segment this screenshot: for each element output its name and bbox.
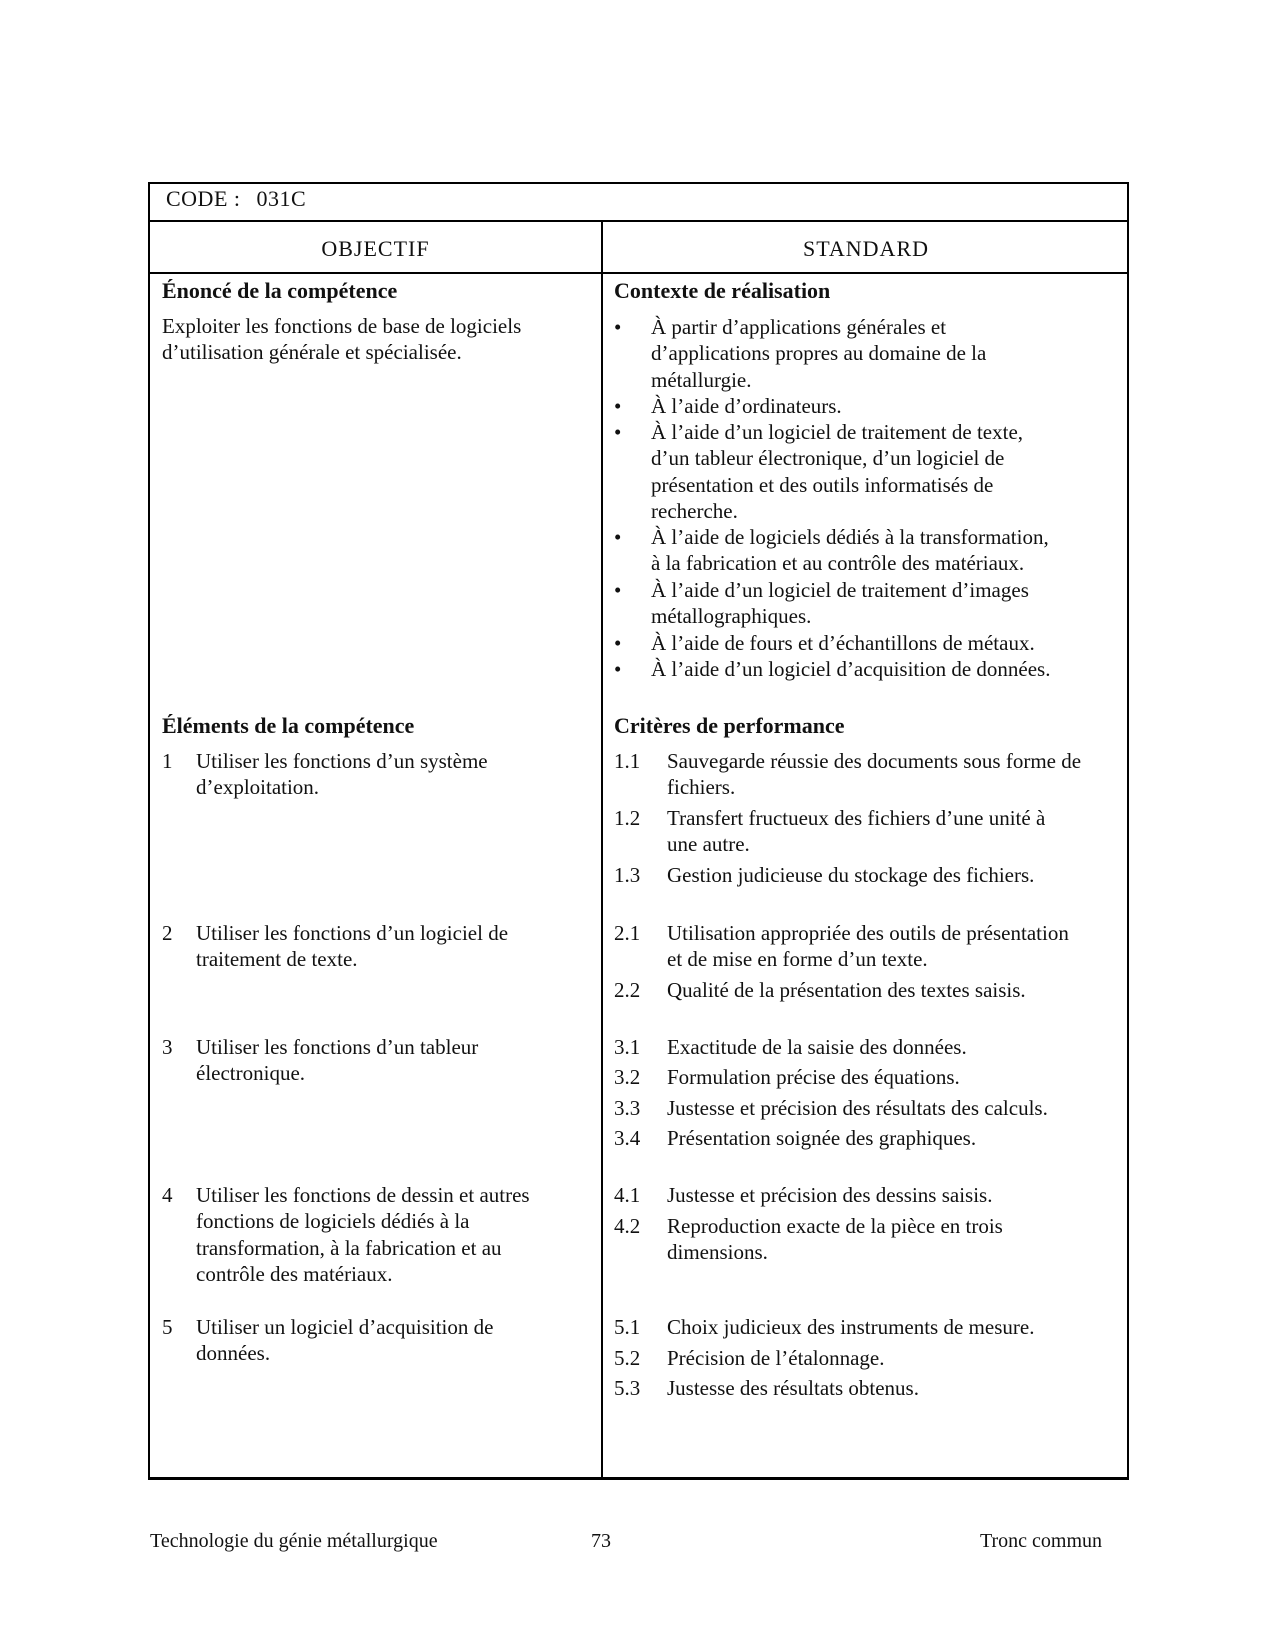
bullet-line: à la fabrication et au contrôle des matériaux.	[651, 551, 1025, 576]
enonce-text	[162, 313, 521, 366]
critere-line: et de mise en forme d’un texte.	[667, 947, 928, 972]
critere-line: Transfert fructueux des fichiers d’une unité à	[667, 806, 1046, 830]
critere-line: Formulation précise des équations.	[667, 1065, 960, 1089]
bullet-icon: •	[614, 657, 622, 681]
footer-page-number: 73	[591, 1530, 611, 1552]
critere-line: Justesse et précision des dessins saisis.	[667, 1183, 993, 1207]
bullet-icon: •	[614, 631, 622, 655]
element-line: Utiliser les fonctions de dessin et autres	[196, 1183, 530, 1207]
critere-number: 5.2	[614, 1346, 641, 1370]
critere-line: Gestion judicieuse du stockage des fichiers.	[667, 863, 1035, 887]
critere-number: 1.3	[614, 863, 641, 887]
critere-number: 3.2	[614, 1065, 641, 1089]
bullet-line: recherche.	[651, 498, 738, 523]
column-header-objectif: OBJECTIF	[321, 236, 430, 261]
bullet-line: d’un tableur électronique, d’un logiciel de	[651, 446, 1005, 471]
elements-title: Éléments de la compétence	[162, 713, 415, 738]
element-number: 4	[162, 1183, 173, 1207]
critere-line: Justesse des résultats obtenus.	[667, 1376, 919, 1400]
bullet-line: d’applications propres au domaine de la	[651, 341, 987, 366]
element-number: 5	[162, 1315, 173, 1339]
critere-number: 2.2	[614, 978, 641, 1002]
critere-number: 4.1	[614, 1183, 641, 1207]
element-number: 3	[162, 1035, 173, 1059]
critere-line: Utilisation appropriée des outils de présentation	[667, 921, 1069, 945]
bullet-line: métallurgie.	[651, 367, 752, 392]
element-line: Utiliser les fonctions d’un tableur	[196, 1035, 479, 1059]
critere-line: Exactitude de la saisie des données.	[667, 1035, 967, 1059]
critere-line: Précision de l’étalonnage.	[667, 1346, 885, 1370]
bullet-line: présentation et des outils informatisés de	[651, 472, 994, 497]
critere-line: une autre.	[667, 832, 750, 857]
bullet-line: À l’aide d’un logiciel de traitement de texte,	[651, 420, 1024, 444]
bullet-line: À l’aide de fours et d’échantillons de métaux.	[651, 631, 1035, 655]
critere-line: Justesse et précision des résultats des calculs.	[667, 1096, 1048, 1120]
bullet-line: À l’aide d’un logiciel de traitement d’images	[651, 578, 1029, 602]
footer-program-title: Technologie du génie métallurgique	[150, 1530, 438, 1552]
bullet-line: métallographiques.	[651, 604, 812, 629]
bullet-icon: •	[614, 420, 622, 444]
element-line: traitement de texte.	[196, 947, 358, 972]
bullet-line: À l’aide de logiciels dédiés à la transformation,	[651, 525, 1049, 549]
bullet-icon: •	[614, 315, 622, 339]
column-divider	[601, 222, 603, 1477]
critere-number: 5.3	[614, 1376, 641, 1400]
element-line: Utiliser les fonctions d’un système	[196, 749, 488, 773]
element-number: 2	[162, 921, 173, 945]
header-divider	[150, 272, 1127, 274]
critere-number: 1.2	[614, 806, 641, 830]
critere-line: Reproduction exacte de la pièce en trois	[667, 1214, 1003, 1238]
critere-number: 1.1	[614, 749, 641, 773]
bullet-icon: •	[614, 525, 622, 549]
critere-line: Choix judicieux des instruments de mesure.	[667, 1315, 1035, 1339]
code-row	[166, 186, 306, 212]
critere-line: Présentation soignée des graphiques.	[667, 1126, 977, 1150]
element-number: 1	[162, 749, 173, 773]
code-value: 031C	[256, 186, 307, 211]
enonce-line: Exploiter les fonctions de base de logiciels	[162, 314, 522, 338]
bullet-icon: •	[614, 394, 622, 418]
critere-number: 3.1	[614, 1035, 641, 1059]
contexte-title: Contexte de réalisation	[614, 278, 831, 303]
bullet-line: À l’aide d’ordinateurs.	[651, 394, 842, 418]
element-line: contrôle des matériaux.	[196, 1261, 393, 1286]
column-header-standard: STANDARD	[802, 236, 930, 261]
footer-section: Tronc commun	[980, 1530, 1103, 1552]
bullet-line: À l’aide d’un logiciel d’acquisition de données.	[651, 657, 1051, 681]
critere-number: 4.2	[614, 1214, 641, 1238]
criteres-title: Critères de performance	[614, 713, 845, 738]
code-label: CODE :	[166, 186, 241, 211]
critere-number: 5.1	[614, 1315, 641, 1339]
element-line: d’exploitation.	[196, 775, 320, 800]
element-line: Utiliser un logiciel d’acquisition de	[196, 1315, 494, 1339]
critere-number: 2.1	[614, 921, 641, 945]
enonce-line: d’utilisation générale et spécialisée.	[162, 340, 462, 365]
critere-number: 3.4	[614, 1126, 641, 1150]
element-line: données.	[196, 1341, 271, 1366]
critere-line: fichiers.	[667, 775, 736, 800]
critere-line: Sauvegarde réussie des documents sous forme de	[667, 749, 1082, 773]
bullet-line: À partir d’applications générales et	[651, 315, 947, 339]
critere-line: dimensions.	[667, 1240, 768, 1265]
element-line: fonctions de logiciels dédiés à la	[196, 1209, 470, 1234]
code-divider	[150, 220, 1127, 222]
critere-line: Qualité de la présentation des textes saisis.	[667, 978, 1026, 1002]
enonce-title: Énoncé de la compétence	[162, 278, 398, 303]
element-line: Utiliser les fonctions d’un logiciel de	[196, 921, 509, 945]
element-line: électronique.	[196, 1061, 306, 1086]
bullet-icon: •	[614, 578, 622, 602]
critere-number: 3.3	[614, 1096, 641, 1120]
element-line: transformation, à la fabrication et au	[196, 1235, 502, 1260]
